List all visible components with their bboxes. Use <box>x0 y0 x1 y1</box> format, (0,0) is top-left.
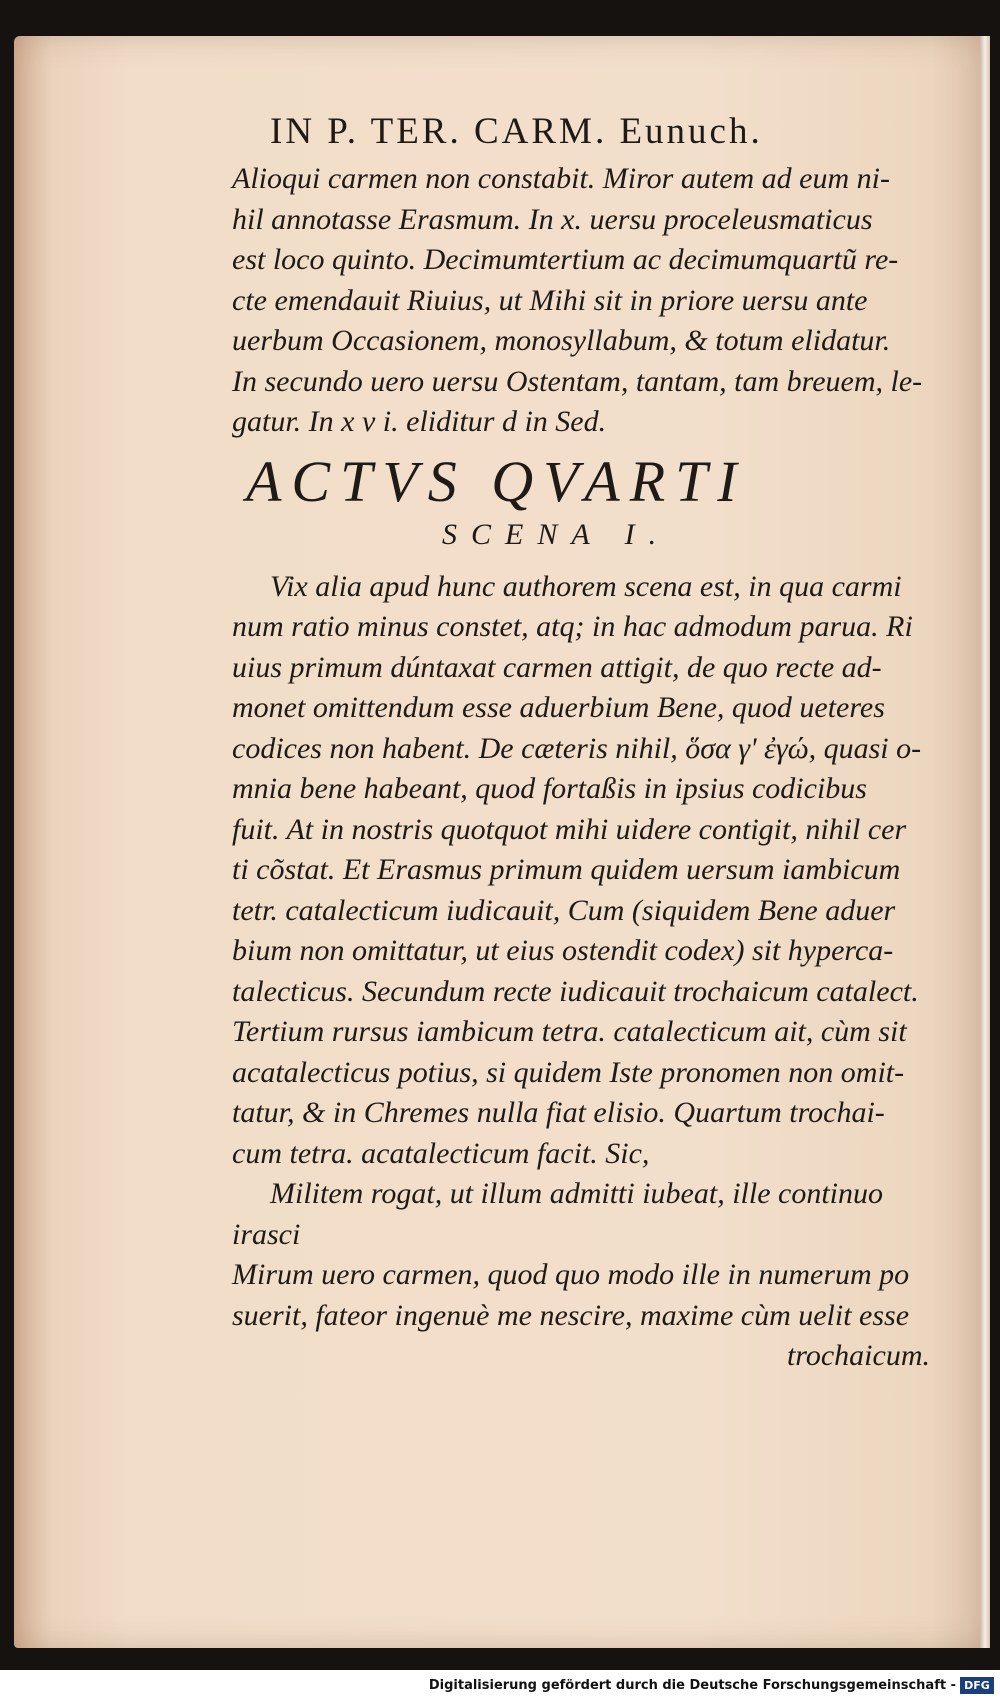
dfg-logo: DFG <box>960 1677 994 1694</box>
text-line: Vix alia apud hunc authorem scena est, in qua carmi <box>270 569 902 603</box>
text-line: tetr. catalecticum iudicauit, Cum (siquidem Bene aduer <box>232 893 896 927</box>
text-line: mnia bene habeant, quod fortaßis in ipsius codicibus <box>232 772 867 805</box>
text-line: suerit, fateor ingenuè me nescire, maxime cùm uelit esse <box>232 1298 910 1332</box>
verse-quote <box>232 1174 952 1255</box>
paragraph-1 <box>232 159 952 443</box>
verse-line: irasci <box>232 1217 301 1251</box>
scene-title: SCENA I. <box>442 517 671 551</box>
footer-bar <box>0 1670 1000 1700</box>
text-line: monet omittendum esse aduerbium Bene, quod ueteres <box>232 691 885 724</box>
text-line: talecticus. Secundum recte iudicauit trochaicum catalect. <box>232 974 919 1008</box>
verse-line: Militem rogat, ut illum admitti iubeat, ille continuo <box>270 1177 884 1210</box>
text-line: cum tetra. acatalecticum facit. Sic, <box>232 1136 650 1170</box>
text-line: acatalecticus potius, si quidem Iste pronomen non omit- <box>232 1055 905 1089</box>
act-title: ACTVS QVARTI <box>246 448 747 514</box>
text-line: codices non habent. De cæteris nihil, ὅσα γ' ἐγώ, quasi o- <box>232 731 922 765</box>
text-line: bium non omittatur, ut eius ostendit codex) sit hyperca- <box>232 934 894 967</box>
text-line: gatur. In x v i. eliditur d in Sed. <box>232 405 607 438</box>
text-line: est loco quinto. Decimumtertium ac decimumquartũ re- <box>232 243 899 276</box>
page-edge <box>980 36 990 1648</box>
catchword: trochaicum. <box>786 1339 930 1372</box>
text-line: num ratio minus constet, atq; in hac admodum parua. Ri <box>232 610 913 643</box>
text-line: Mirum uero carmen, quod quo modo ille in numerum po <box>232 1258 910 1291</box>
text-line: uerbum Occasionem, monosyllabum, & totum elidatur. <box>232 324 891 357</box>
text-line: Alioqui carmen non constabit. Miror autem ad eum ni- <box>232 162 890 195</box>
text-line: fuit. At in nostris quotquot mihi uidere contigit, nihil cer <box>232 812 907 846</box>
text-line: ti cõstat. Et Erasmus primum quidem uersum iambicum <box>232 853 901 886</box>
paragraph-2 <box>232 567 952 1175</box>
paragraph-3 <box>232 1255 952 1377</box>
text-line: Tertium rursus iambicum tetra. catalecticum ait, cùm sit <box>232 1015 907 1048</box>
text-line: cte emendauit Riuius, ut Mihi sit in priore uersu ante <box>232 283 868 317</box>
text-line: uius primum dúntaxat carmen attigit, de quo recte ad- <box>232 650 882 684</box>
text-line: In secundo uero uersu Ostentam, tantam, tam breuem, le- <box>232 364 923 398</box>
running-head: IN P. TER. CARM. Eunuch. <box>270 111 763 152</box>
text-line: tatur, & in Chremes nulla fiat elisio. Quartum trochai- <box>232 1096 885 1129</box>
footer-credit: Digitalisierung gefördert durch die Deutsche Forschungsgemeinschaft - <box>428 1678 956 1693</box>
text-block <box>232 110 952 1377</box>
text-line: hil annotasse Erasmum. In x. uersu proceleusmaticus <box>232 202 873 236</box>
